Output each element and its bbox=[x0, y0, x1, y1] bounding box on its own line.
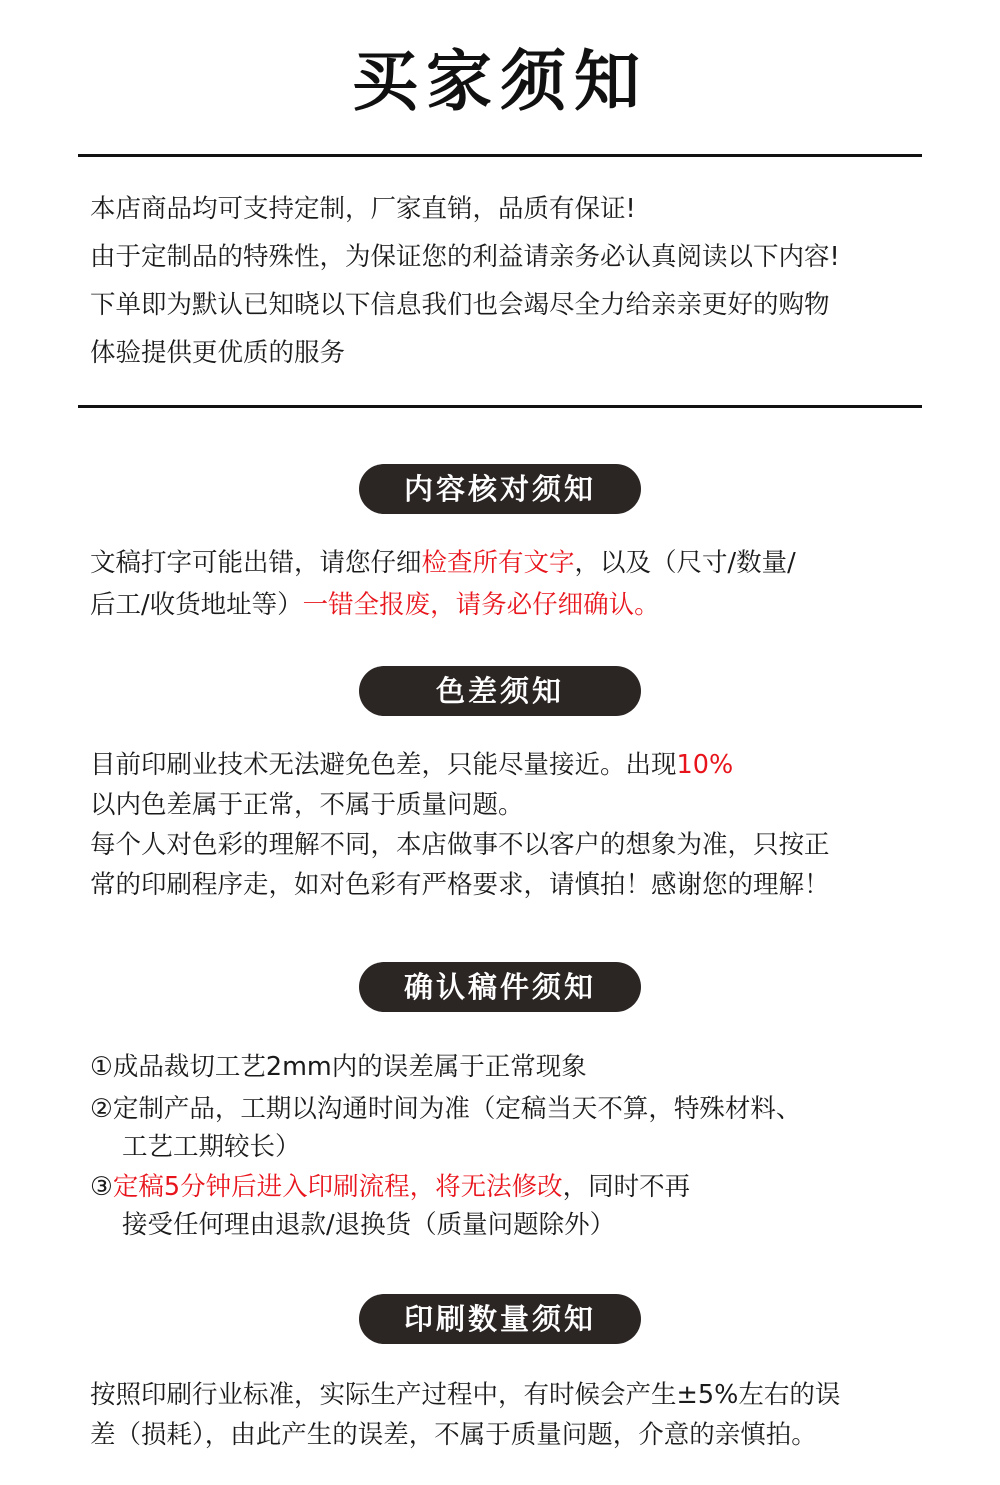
page-title: 买家须知 bbox=[352, 43, 648, 120]
confirm-item-3 bbox=[90, 1170, 690, 1204]
content-check-highlight: 检查所有文字 bbox=[421, 548, 575, 578]
section-heading-quantity: 印刷数量须知 bbox=[359, 1294, 641, 1344]
intro-line-1: 本店商品均可支持定制，厂家直销，品质有保证! bbox=[90, 194, 636, 224]
color-diff-line-3: 每个人对色彩的理解不同，本店做事不以客户的想象为准，只按正 bbox=[90, 830, 830, 860]
intro-divider bbox=[78, 405, 922, 408]
confirm-item-1: ①成品裁切工艺2mm内的误差属于正常现象 bbox=[90, 1052, 587, 1082]
confirm-item-3-text: ，同时不再 bbox=[562, 1172, 691, 1202]
confirm-item-3-cont: 接受任何理由退款/退换货（质量问题除外） bbox=[122, 1210, 616, 1240]
content-check-text: 文稿打字可能出错，请您仔细 bbox=[90, 548, 422, 578]
color-diff-line-2: 以内色差属于正常，不属于质量问题。 bbox=[90, 790, 524, 820]
top-divider bbox=[78, 154, 922, 157]
quantity-line-2: 差（损耗），由此产生的误差，不属于质量问题，介意的亲慎拍。 bbox=[90, 1420, 817, 1450]
intro-line-4: 体验提供更优质的服务 bbox=[90, 338, 346, 368]
content-check-warning: 一错全报废，请务必仔细确认。 bbox=[302, 590, 660, 620]
section-heading-content-check: 内容核对须知 bbox=[359, 464, 641, 514]
content-check-text: ，以及（尺寸/数量/ bbox=[574, 548, 796, 578]
content-check-line-1 bbox=[90, 546, 796, 580]
content-check-text: 后工/收货地址等） bbox=[90, 590, 303, 620]
color-diff-text: 目前印刷业技术无法避免色差，只能尽量接近。出现 bbox=[90, 750, 677, 780]
section-heading-color-diff: 色差须知 bbox=[359, 666, 641, 716]
intro-line-3: 下单即为默认已知晓以下信息我们也会竭尽全力给亲亲更好的购物 bbox=[90, 290, 830, 320]
color-diff-line-4: 常的印刷程序走，如对色彩有严格要求，请慎拍！感谢您的理解！ bbox=[90, 870, 830, 900]
confirm-item-3-warning: 定稿5分钟后进入印刷流程，将无法修改 bbox=[112, 1172, 563, 1202]
content-check-line-2 bbox=[90, 588, 660, 622]
section-heading-confirm: 确认稿件须知 bbox=[359, 962, 641, 1012]
quantity-line-1: 按照印刷行业标准，实际生产过程中，有时候会产生±5%左右的误 bbox=[90, 1380, 841, 1410]
confirm-item-2: ②定制产品，工期以沟通时间为准（定稿当天不算，特殊材料、 bbox=[90, 1094, 802, 1124]
color-diff-percent: 10% bbox=[676, 750, 734, 780]
intro-line-2: 由于定制品的特殊性，为保证您的利益请亲务必认真阅读以下内容! bbox=[90, 242, 840, 272]
confirm-item-3-number: ③ bbox=[90, 1172, 113, 1202]
confirm-item-2-cont: 工艺工期较长） bbox=[122, 1132, 301, 1162]
color-diff-line-1 bbox=[90, 748, 733, 782]
